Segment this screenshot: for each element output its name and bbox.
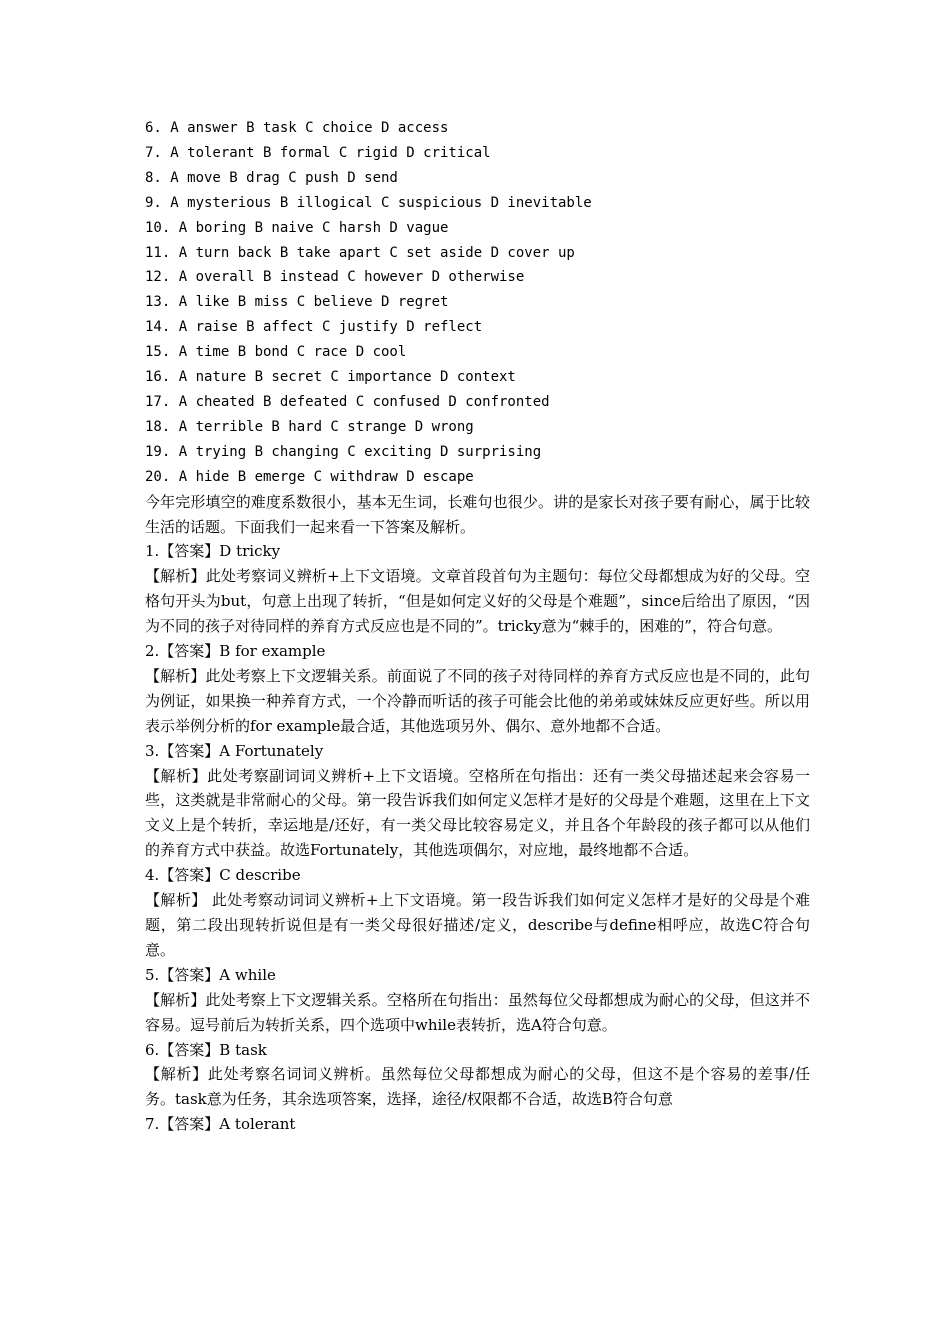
intro-paragraph: 今年完形填空的难度系数很小，基本无生词，长难句也很少。讲的是家长对孩子要有耐心，属于比较生活的话题。下面我们一起来看一下答案及解析。: [145, 492, 810, 536]
analysis-paragraph: 【解析】此处考察名词词义辨析。虽然每位父母都想成为耐心的父母，但这不是个容易的差事/任务。task意为任务，其余选项答案，选择，途径/权限都不合适，故选B符合句意: [145, 1065, 810, 1109]
answer-line: 7.【答案】A tolerant: [145, 1115, 296, 1134]
answer-line: 6.【答案】B task: [145, 1040, 267, 1059]
answer-line: 5.【答案】A while: [145, 965, 276, 984]
answer-line: 2.【答案】B for example: [145, 642, 326, 661]
option-line: 17. A cheated B defeated C confused D confronted: [145, 393, 550, 410]
option-line: 14. A raise B affect C justify D reflect: [145, 319, 483, 336]
option-line: 10. A boring B naive C harsh D vague: [145, 219, 449, 236]
option-line: 19. A trying B changing C exciting D surprising: [145, 443, 542, 460]
option-line: 6. A answer B task C choice D access: [145, 120, 449, 136]
document-page: [145, 116, 810, 1137]
option-line: 11. A turn back B take apart C set aside D cover up: [145, 244, 575, 261]
analysis-paragraph: 【解析】此处考察副词词义辨析+上下文语境。空格所在句指出：还有一类父母描述起来会容易一些，这类就是非常耐心的父母。第一段告诉我们如何定义怎样才是好的父母是个难题，这里在上下文文义上是个转折，幸运地是/还好，有一类父母比较容易定义，并且各个年龄段的孩子都可以从他们的养育方式中获益。故选Fortunately，其他选项偶尔，对应地，最终地都不合适。: [145, 766, 810, 860]
option-line: 12. A overall B instead C however D otherwise: [145, 269, 525, 286]
option-line: 8. A move B drag C push D send: [145, 169, 398, 186]
answer-line: 3.【答案】A Fortunately: [145, 741, 324, 760]
option-line: 16. A nature B secret C importance D context: [145, 369, 516, 386]
option-line: 9. A mysterious B illogical C suspicious D inevitable: [145, 194, 592, 211]
analysis-paragraph: 【解析】 此处考察动词词义辨析+上下文语境。第一段告诉我们如何定义怎样才是好的父母是个难题，第二段出现转折说但是有一类父母很好描述/定义，describe与define相呼应，故选C符合句意。: [145, 891, 810, 959]
answer-line: 1.【答案】D tricky: [145, 542, 281, 561]
analysis-paragraph: 【解析】此处考察词义辨析+上下文语境。文章首段首句为主题句：每位父母都想成为好的父母。空格句开头为but，句意上出现了转折，“但是如何定义好的父母是个难题”，since后给出了原因，“因为不同的孩子对待同样的养育方式反应也是不同的”。tricky意为“棘手的，困难的”，符合句意。: [145, 567, 810, 636]
analysis-paragraph: 【解析】此处考察上下文逻辑关系。前面说了不同的孩子对待同样的养育方式反应也是不同的，此句为例证，如果换一种养育方式，一个冷静而听话的孩子可能会比他的弟弟或妹妹反应更好些。所以用表示举例分析的for example最合适，其他选项另外、偶尔、意外地都不合适。: [145, 666, 810, 735]
option-line: 20. A hide B emerge C withdraw D escape: [145, 468, 474, 485]
answer-line: 4.【答案】C describe: [145, 866, 301, 885]
option-line: 7. A tolerant B formal C rigid D critical: [145, 144, 491, 161]
option-line: 13. A like B miss C believe D regret: [145, 294, 449, 311]
analysis-paragraph: 【解析】此处考察上下文逻辑关系。空格所在句指出：虽然每位父母都想成为耐心的父母，但这并不容易。逗号前后为转折关系，四个选项中while表转折，选A符合句意。: [145, 990, 810, 1034]
option-line: 15. A time B bond C race D cool: [145, 344, 407, 361]
option-line: 18. A terrible B hard C strange D wrong: [145, 418, 474, 435]
